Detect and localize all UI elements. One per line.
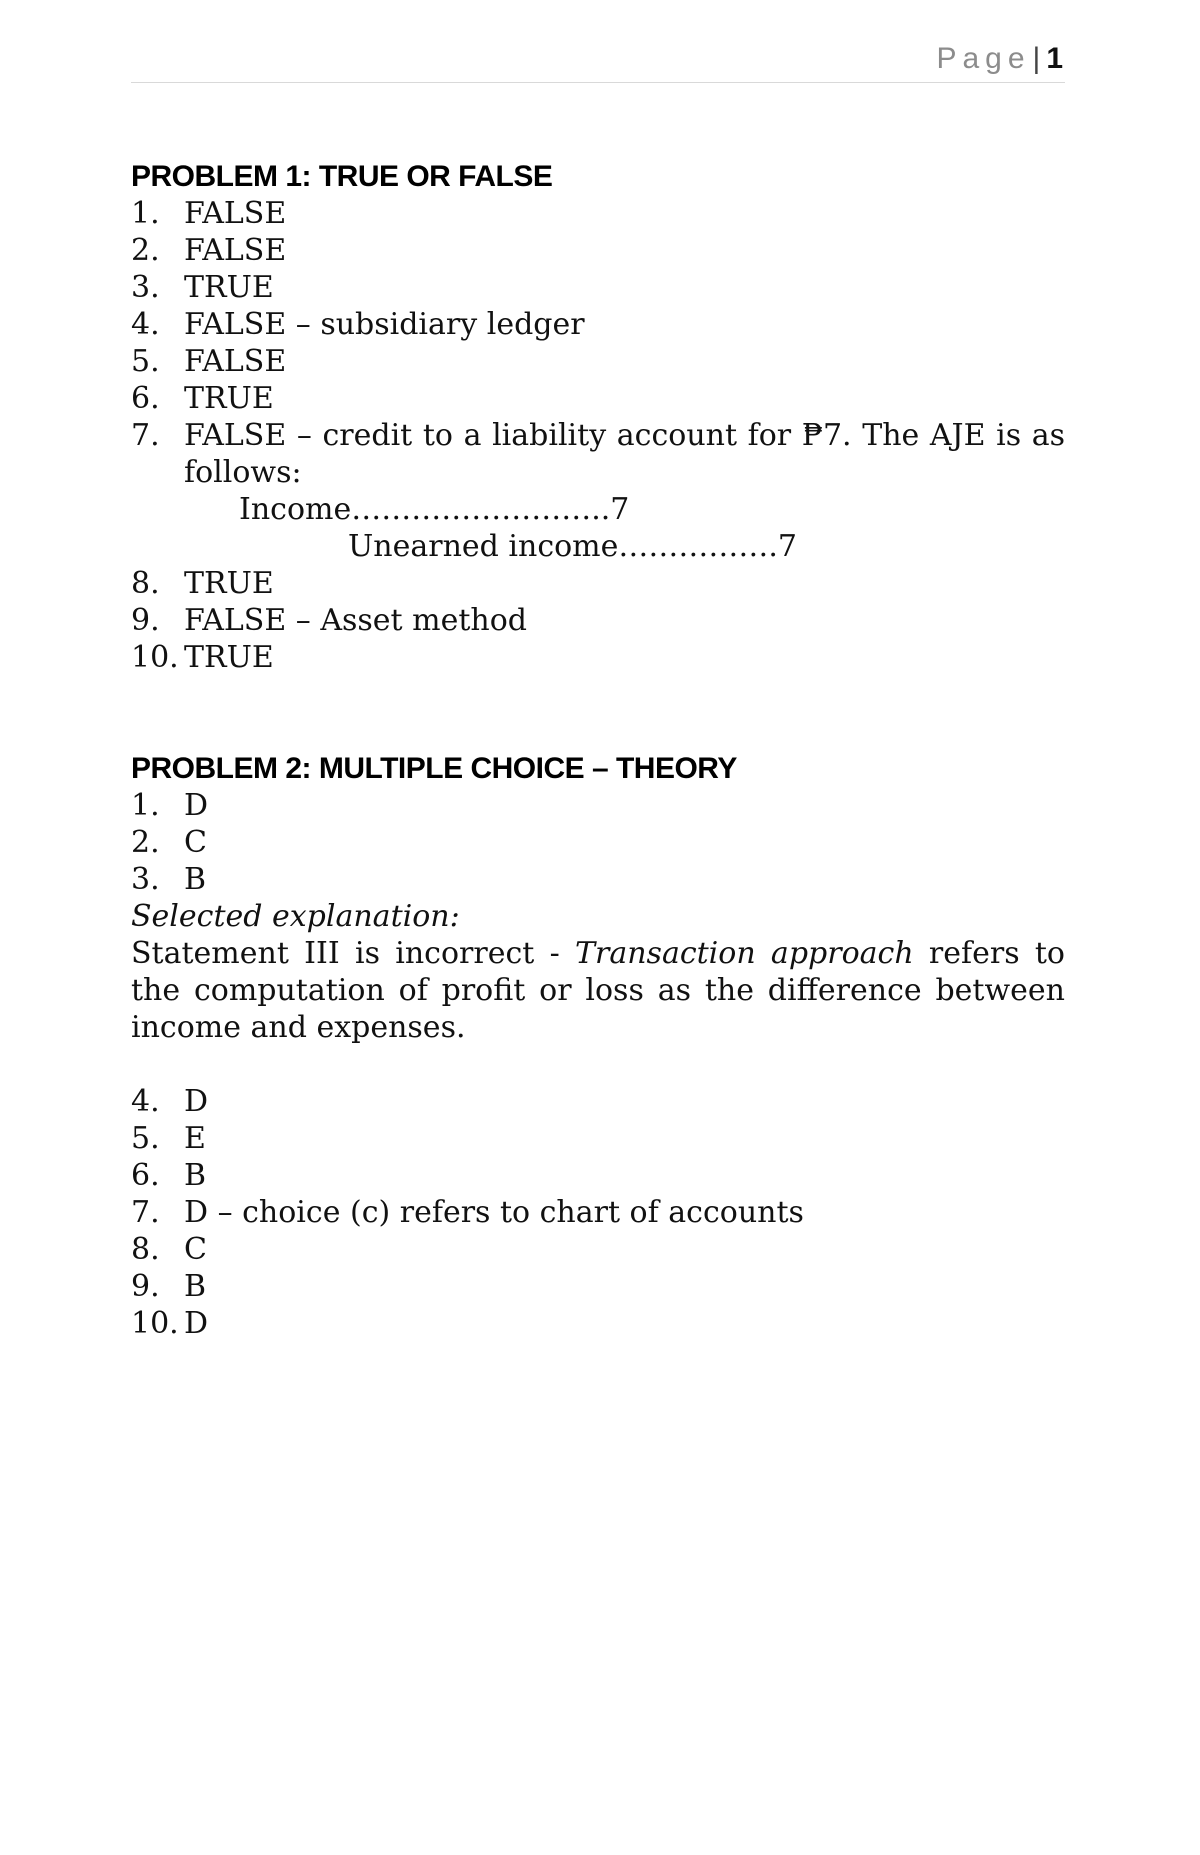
explanation-text-start: Statement III is incorrect - <box>131 936 575 971</box>
item-number: 5. <box>131 344 160 379</box>
item-answer: TRUE <box>184 270 274 305</box>
list-item <box>131 1157 1065 1194</box>
problem1-heading: PROBLEM 1: TRUE OR FALSE <box>131 160 553 193</box>
list-item <box>131 1194 1065 1231</box>
item-number: 8. <box>131 1232 160 1267</box>
item-answer: TRUE <box>184 566 274 601</box>
item-answer: E <box>184 1121 206 1156</box>
item-number: 7. <box>131 418 160 453</box>
list-item <box>131 824 1065 861</box>
item-number: 7. <box>131 1195 160 1230</box>
item-answer: C <box>184 825 207 860</box>
item-number: 3. <box>131 862 160 897</box>
item-answer: D <box>184 1084 209 1119</box>
list-item <box>131 1305 1065 1342</box>
item-number: 1. <box>131 196 160 231</box>
item-answer: D <box>184 1306 209 1341</box>
item-answer: FALSE – subsidiary ledger <box>184 307 585 342</box>
list-item <box>131 1120 1065 1157</box>
item-number: 9. <box>131 603 160 638</box>
list-item <box>131 343 1065 380</box>
page-separator: | <box>1032 42 1041 75</box>
item-answer: C <box>184 1232 207 1267</box>
item-answer: FALSE – credit to a liability account for ₱7. The AJE is as follows: <box>184 418 1065 490</box>
page-number: 1 <box>1046 42 1063 75</box>
list-item <box>131 1083 1065 1120</box>
explanation-paragraph <box>131 935 1065 1046</box>
list-item <box>131 787 1065 824</box>
item-answer: B <box>184 1269 207 1304</box>
item-number: 4. <box>131 1084 160 1119</box>
list-item <box>131 565 1065 602</box>
item-answer: TRUE <box>184 381 274 416</box>
item-number: 3. <box>131 270 160 305</box>
item-answer: FALSE <box>184 196 287 231</box>
item-number: 8. <box>131 566 160 601</box>
explanation-text-end: refers to the computation of profit or loss as the difference between income and expenses. <box>131 936 1065 1045</box>
page-header <box>131 40 1065 83</box>
list-item <box>131 1231 1065 1268</box>
item-answer: FALSE <box>184 344 287 379</box>
list-item <box>131 195 1065 232</box>
item-number: 5. <box>131 1121 160 1156</box>
problem2-heading: PROBLEM 2: MULTIPLE CHOICE – THEORY <box>131 752 737 785</box>
page-word: Page <box>936 42 1031 75</box>
list-item <box>131 269 1065 306</box>
page-number-label <box>936 42 1063 76</box>
section-spacer <box>131 1046 1065 1083</box>
section-spacer <box>131 676 1065 750</box>
item-number: 1. <box>131 788 160 823</box>
list-item <box>131 232 1065 269</box>
list-item <box>131 639 1065 676</box>
item-answer: FALSE – Asset method <box>184 603 527 638</box>
item-number: 2. <box>131 825 160 860</box>
item-answer: FALSE <box>184 233 287 268</box>
item-number: 6. <box>131 381 160 416</box>
item-number: 10. <box>131 640 179 675</box>
item-answer: B <box>184 862 207 897</box>
item-answer: D – choice (c) refers to chart of accounts <box>184 1195 804 1230</box>
aje-credit-line: Unearned income…………….7 <box>348 529 798 564</box>
item-number: 6. <box>131 1158 160 1193</box>
item-answer: B <box>184 1158 207 1193</box>
list-item <box>131 306 1065 343</box>
item-number: 4. <box>131 307 160 342</box>
explanation-term: Transaction approach <box>574 936 914 971</box>
item-answer: TRUE <box>184 640 274 675</box>
item-answer: D <box>184 788 209 823</box>
aje-debit-line: Income……………………..7 <box>239 492 630 527</box>
list-item <box>131 380 1065 417</box>
list-item <box>131 602 1065 639</box>
list-item <box>131 1268 1065 1305</box>
item-number: 10. <box>131 1306 179 1341</box>
explanation-label: Selected explanation: <box>131 899 460 934</box>
list-item <box>131 861 1065 898</box>
item-number: 9. <box>131 1269 160 1304</box>
answer-key-content <box>131 158 1065 1342</box>
item-number: 2. <box>131 233 160 268</box>
list-item <box>131 417 1065 491</box>
